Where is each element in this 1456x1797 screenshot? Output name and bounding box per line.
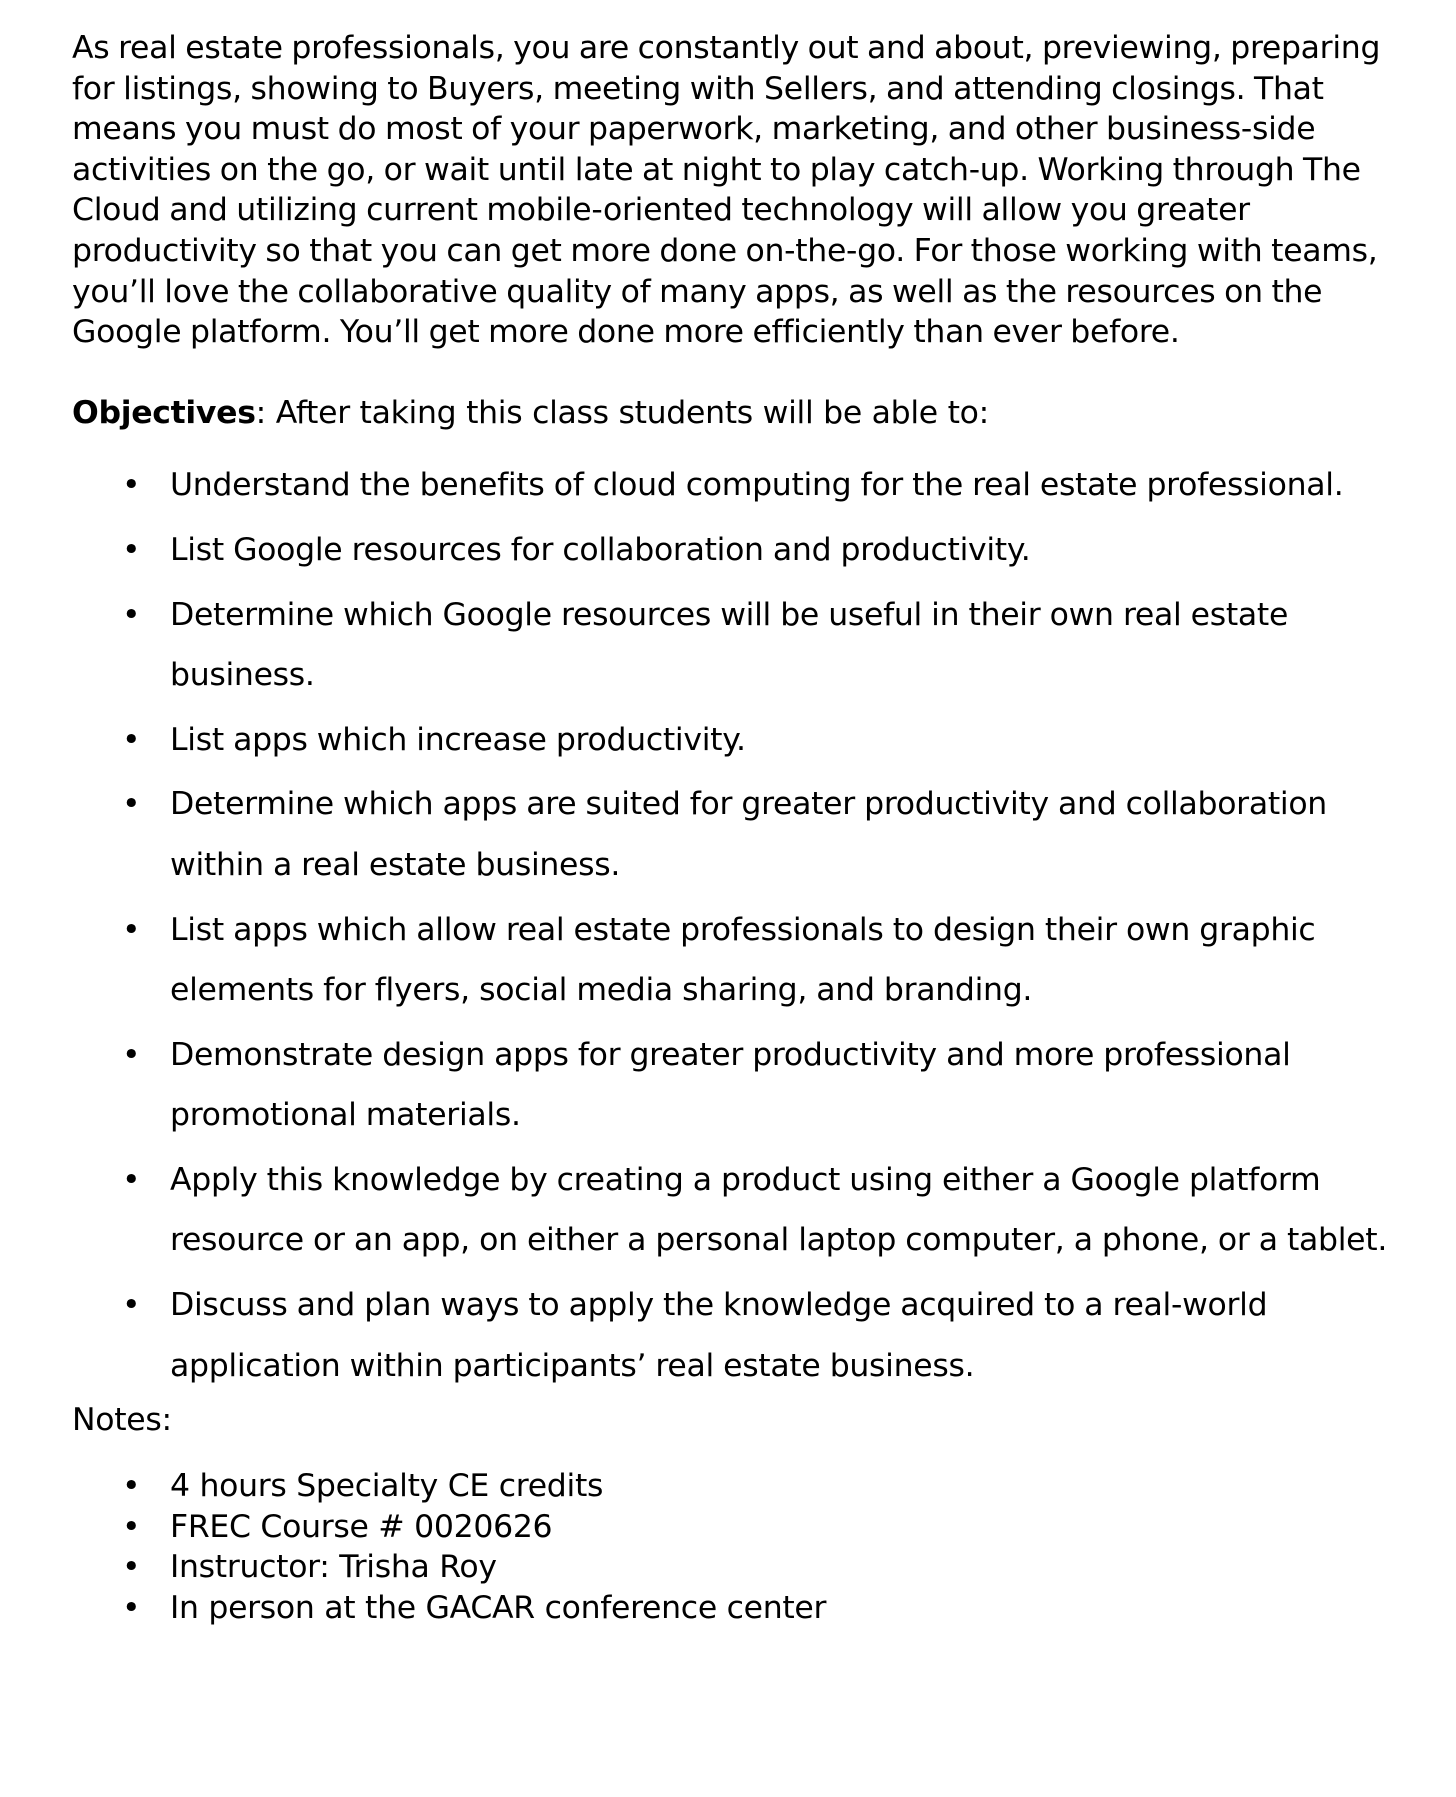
notes-heading: Notes: xyxy=(72,1402,172,1439)
bullet-icon: • xyxy=(122,1287,141,1324)
bullet-icon: • xyxy=(122,1161,141,1198)
objective-item xyxy=(72,1150,1402,1271)
objective-text: Demonstrate design apps for greater productivity and more professional promotional materials. xyxy=(170,1036,1291,1134)
bullet-icon: • xyxy=(122,786,141,823)
objectives-label: Objectives xyxy=(72,394,256,431)
notes-list xyxy=(72,1466,1402,1628)
objective-text: List apps which increase productivity. xyxy=(170,721,746,758)
bullet-icon: • xyxy=(122,1468,141,1505)
bullet-icon: • xyxy=(122,721,141,758)
objective-item xyxy=(72,585,1402,706)
objective-text: Apply this knowledge by creating a product using either a Google platform resource or an app, on either a personal laptop computer, a phone, or a tablet. xyxy=(170,1161,1388,1259)
bullet-icon: • xyxy=(122,531,141,568)
objective-item xyxy=(72,774,1402,895)
objective-text: Understand the benefits of cloud computing for the real estate professional. xyxy=(170,467,1344,504)
objective-item xyxy=(72,1025,1402,1146)
objectives-heading xyxy=(72,393,1402,434)
bullet-icon: • xyxy=(122,1590,141,1627)
note-item xyxy=(72,1588,1402,1629)
note-text: 4 hours Specialty CE credits xyxy=(170,1468,604,1505)
objective-text: Determine which Google resources will be useful in their own real estate business. xyxy=(170,596,1289,694)
objective-item xyxy=(72,900,1402,1021)
bullet-icon: • xyxy=(122,1549,141,1586)
bullet-icon: • xyxy=(122,467,141,504)
bullet-icon: • xyxy=(122,1508,141,1545)
note-item xyxy=(72,1466,1402,1507)
objective-item xyxy=(72,710,1402,771)
objectives-list xyxy=(72,455,1402,1396)
objective-text: Determine which apps are suited for greater productivity and collaboration within a real estate business. xyxy=(170,786,1327,883)
intro-paragraph: As real estate professionals, you are constantly out and about, previewing, preparing for listings, showing to Buyers, meeting with Sellers, and attending closings. That means you must do most of your paperwork, marketing, and other business-side activities on the go, or wait until late at night to play catch-up. Working through The Cloud and utilizing current mobile-oriented technology will allow you greater productivity so that you can get more done on-the-go. For those working with teams, you’ll love the collaborative quality of many apps, as well as the resources on the Google platform. You’ll get more done more efficiently than ever before. xyxy=(72,30,1381,351)
note-item xyxy=(72,1547,1402,1588)
objective-item xyxy=(72,520,1402,581)
note-text: FREC Course # 0020626 xyxy=(170,1508,553,1545)
objectives-lead: : After taking this class students will be able to: xyxy=(255,394,989,431)
bullet-icon: • xyxy=(122,596,141,633)
document-page xyxy=(72,28,1402,1629)
note-item xyxy=(72,1507,1402,1548)
note-text: Instructor: Trisha Roy xyxy=(170,1549,497,1586)
objective-text: List apps which allow real estate professionals to design their own graphic elements for flyers, social media sharing, and branding. xyxy=(170,911,1316,1009)
objective-item xyxy=(72,1275,1402,1396)
bullet-icon: • xyxy=(122,1036,141,1073)
objective-text: Discuss and plan ways to apply the knowledge acquired to a real-world application within participants’ real estate business. xyxy=(170,1287,1268,1384)
objective-text: List Google resources for collaboration and productivity. xyxy=(170,531,1031,568)
objective-item xyxy=(72,455,1402,516)
bullet-icon: • xyxy=(122,911,141,948)
note-text: In person at the GACAR conference center xyxy=(170,1590,827,1627)
